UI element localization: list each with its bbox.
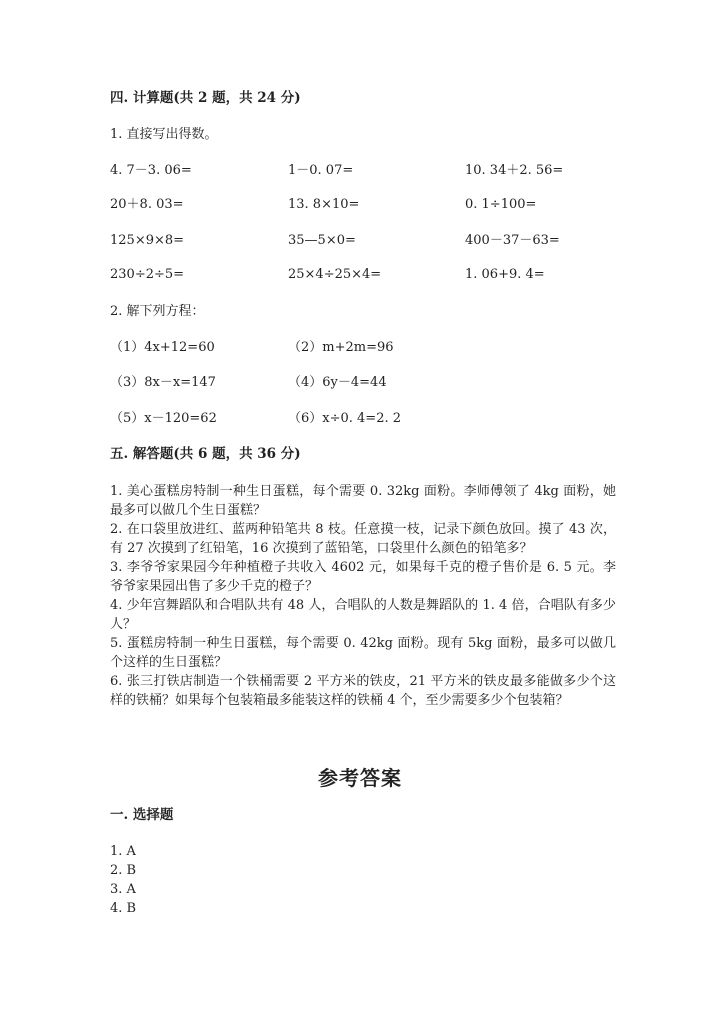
calc-item: 4. 7－3. 06= bbox=[110, 163, 192, 178]
answer-item: 4. B bbox=[110, 901, 137, 916]
calc-item: 13. 8×10= bbox=[288, 197, 360, 212]
q1-title: 1. 直接写出得数。 bbox=[110, 127, 218, 142]
calc-item: 230÷2÷5= bbox=[110, 267, 185, 282]
calc-item: 1. 06+9. 4= bbox=[465, 267, 545, 282]
word-problem: 6. 张三打铁店制造一个铁桶需要 2 平方米的铁皮，21 平方米的铁皮最多能做多少个这样的铁桶？如果每个包装箱最多能装这样的铁桶 4 个，至少需要多少个包装箱？ bbox=[110, 674, 616, 708]
equation-item: （4）6y－4=44 bbox=[288, 375, 387, 390]
calc-item: 20＋8. 03= bbox=[110, 197, 184, 212]
word-problem: 4. 少年宫舞蹈队和合唱队共有 48 人，合唱队的人数是舞蹈队的 1. 4 倍，合唱队有多少人？ bbox=[110, 598, 616, 632]
answer-item: 3. A bbox=[110, 882, 136, 897]
equation-item: （1）4x+12=60 bbox=[110, 340, 215, 355]
calc-item: 25×4÷25×4= bbox=[288, 267, 382, 282]
calc-item: 35—5×0= bbox=[288, 233, 356, 248]
word-problem: 5. 蛋糕房特制一种生日蛋糕，每个需要 0. 42kg 面粉。现有 5kg 面粉，最多可以做几个这样的生日蛋糕？ bbox=[110, 636, 616, 670]
answer-item: 1. A bbox=[110, 844, 136, 859]
answers-section1-heading: 一. 选择题 bbox=[110, 807, 174, 823]
section5-heading: 五. 解答题(共 6 题，共 36 分) bbox=[110, 446, 301, 462]
calc-item: 400－37－63= bbox=[465, 233, 560, 248]
calc-item: 125×9×8= bbox=[110, 233, 185, 248]
equation-item: （2）m+2m=96 bbox=[288, 340, 394, 355]
answer-item: 2. B bbox=[110, 863, 137, 878]
word-problem: 2. 在口袋里放进红、蓝两种铅笔共 8 枝。任意摸一枝，记录下颜色放回。摸了 43 次，有 27 次摸到了红铅笔，16 次摸到了蓝铅笔，口袋里什么颜色的铅笔多？ bbox=[110, 522, 616, 556]
word-problem: 3. 李爷爷家果园今年种植橙子共收入 4602 元，如果每千克的橙子售价是 6. 5 元。李爷爷家果园出售了多少千克的橙子？ bbox=[110, 560, 616, 594]
answers-title: 参考答案 bbox=[318, 766, 402, 790]
q2-title: 2. 解下列方程： bbox=[110, 304, 205, 319]
calc-item: 1－0. 07= bbox=[288, 163, 354, 178]
word-problem: 1. 美心蛋糕房特制一种生日蛋糕，每个需要 0. 32kg 面粉。李师傅领了 4kg 面粉，她最多可以做几个生日蛋糕？ bbox=[110, 484, 616, 518]
calc-item: 0. 1÷100= bbox=[465, 197, 537, 212]
equation-item: （5）x－120=62 bbox=[110, 411, 217, 426]
word-problems bbox=[110, 482, 616, 710]
calc-item: 10. 34＋2. 56= bbox=[465, 163, 564, 178]
equation-item: （6）x÷0. 4=2. 2 bbox=[288, 411, 402, 426]
equation-item: （3）8x－x=147 bbox=[110, 375, 216, 390]
section4-heading: 四. 计算题(共 2 题，共 24 分) bbox=[110, 90, 301, 106]
